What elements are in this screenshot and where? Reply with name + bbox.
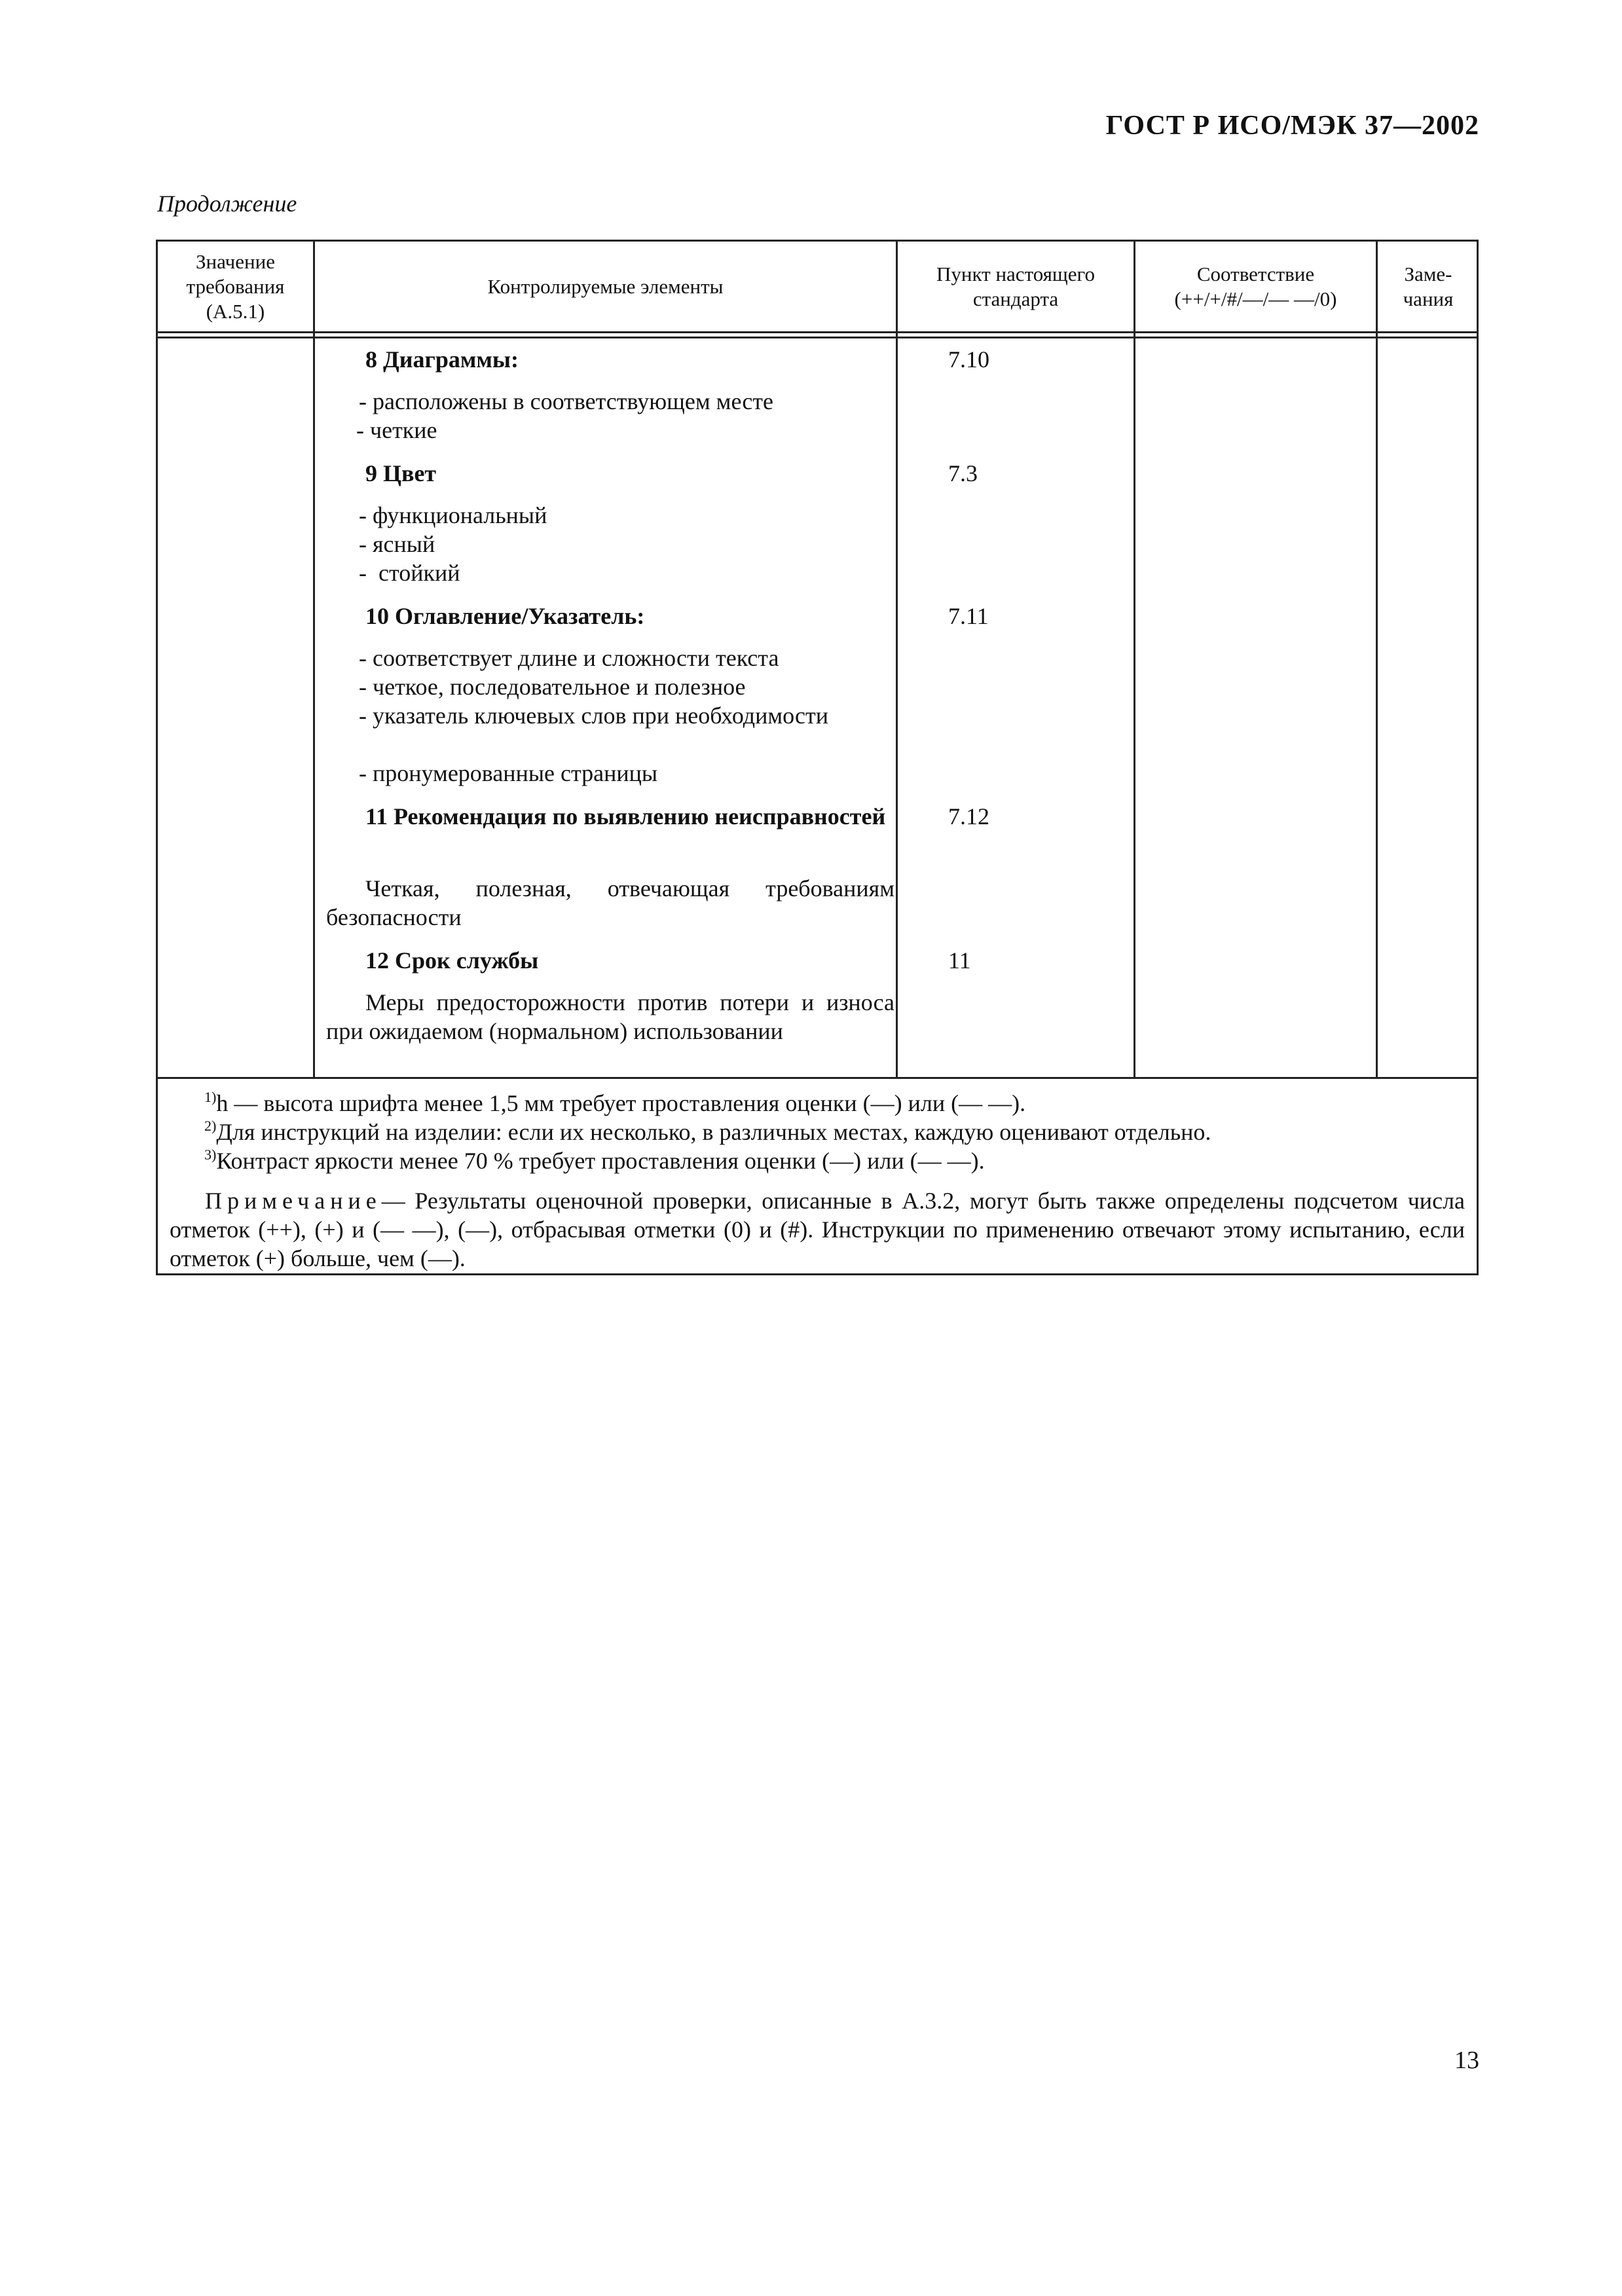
footnote — [158, 1089, 1477, 1118]
section-item: - функциональный — [359, 502, 547, 528]
column-header-remarks — [1378, 242, 1479, 331]
clause-reference: 7.12 — [948, 803, 989, 829]
clause-reference: 7.10 — [948, 346, 989, 373]
page-number: 13 — [1454, 2047, 1479, 2074]
document-code: ГОСТ Р ИСО/МЭК 37—2002 — [1105, 111, 1479, 141]
header-text: Контролируемые элементы — [487, 274, 724, 298]
section-title: 12 Срок службы — [365, 947, 539, 974]
header-divider — [158, 337, 1477, 338]
column-header-clause — [898, 242, 1134, 331]
section-title: 11 Рекомендация по выявлению неисправностей — [365, 803, 886, 829]
note-label: Примечание — [205, 1188, 382, 1214]
section-item: - расположены в соответствующем месте — [359, 388, 774, 414]
section-item: - ясный — [359, 531, 435, 557]
column-header-requirement — [158, 242, 313, 331]
footnote — [158, 1118, 1477, 1146]
clause-reference: 11 — [948, 947, 971, 974]
header-text: Заме- — [1404, 262, 1452, 285]
header-text: Значение — [196, 249, 275, 273]
section-item: - соответствует длине и сложности текста — [359, 645, 779, 671]
section-item: Меры предосторожности против потери и износа при ожидаемом (нормальном) использовании — [326, 989, 894, 1044]
header-text: Пункт настоящего — [936, 262, 1095, 285]
column-header-elements — [315, 242, 896, 331]
footnote-text: Контраст яркости менее 70 % требует проставления оценки (—) или (— —). — [216, 1148, 985, 1174]
section-title: 10 Оглавление/Указатель: — [365, 603, 645, 629]
note — [170, 1186, 1465, 1273]
clause-reference: 7.3 — [948, 460, 978, 486]
footnote-text: Для инструкций на изделии: если их несколько, в различных местах, каждую оценивают отдельно. — [216, 1119, 1211, 1145]
header-divider — [158, 331, 1477, 333]
footnote-mark: 2) — [204, 1118, 217, 1134]
section-item: Четкая, полезная, отвечающая требованиям безопасности — [326, 875, 894, 930]
column-divider — [313, 242, 315, 1077]
continuation-label: Продолжение — [157, 191, 297, 217]
header-text: чания — [1403, 287, 1454, 310]
header-text: (А.5.1) — [206, 299, 265, 323]
footnote-divider — [158, 1077, 1477, 1079]
section-title: 8 Диаграммы: — [365, 346, 519, 373]
checklist-table — [156, 240, 1479, 1275]
footnote-text: h — высота шрифта менее 1,5 мм требует проставления оценки (—) или (— —). — [216, 1090, 1026, 1116]
column-divider — [896, 242, 898, 1077]
section-title: 9 Цвет — [365, 460, 437, 486]
footnote — [158, 1146, 1477, 1175]
section-item: - четкое, последовательное и полезное — [359, 674, 746, 700]
column-divider — [1134, 242, 1135, 1077]
column-header-compliance — [1135, 242, 1376, 331]
clause-reference: 7.11 — [948, 603, 989, 629]
column-divider — [1376, 242, 1378, 1077]
note-text: — Результаты оценочной проверки, описанные в А.3.2, могут быть также определены подсчетом числа отметок (++), (+) и (— —), (—), отбрасывая отметки (0) и (#). Инструкции по применению отвечают этому испытанию, если отметок (+) больше, чем (—). — [170, 1188, 1465, 1271]
header-text: стандарта — [972, 287, 1059, 310]
section-item: - четкие — [356, 417, 437, 443]
footnote-mark: 3) — [204, 1146, 217, 1163]
header-text: Соответствие — [1196, 262, 1315, 285]
footnote-mark: 1) — [204, 1089, 217, 1105]
section-item: - пронумерованные страницы — [359, 760, 658, 786]
section-item: - стойкий — [359, 560, 460, 586]
header-text: (++/+/#/—/— —/0) — [1174, 287, 1337, 310]
section-item: - указатель ключевых слов при необходимости — [359, 702, 829, 729]
footnotes — [158, 1089, 1477, 1175]
header-text: требования — [186, 274, 285, 298]
